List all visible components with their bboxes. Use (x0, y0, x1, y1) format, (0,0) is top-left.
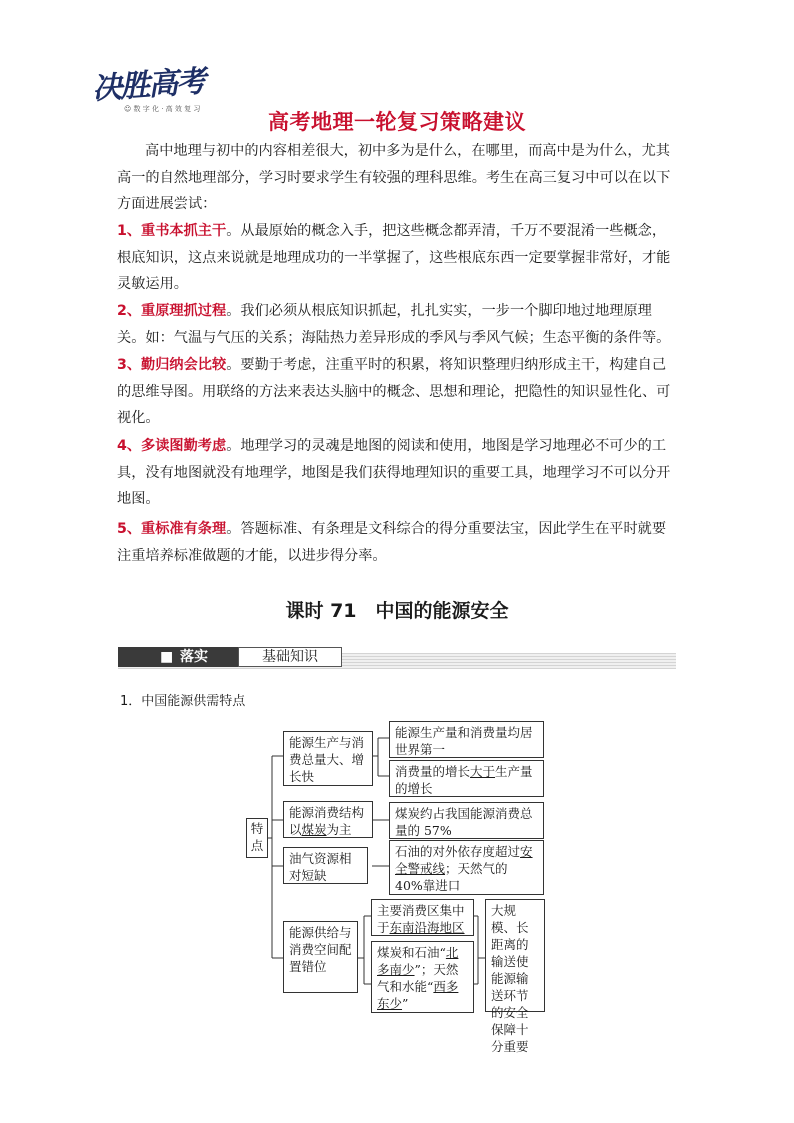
tip-5-heading: 5、重标准有条理 (117, 521, 227, 537)
tip-3-heading: 3、勤归纳会比较 (117, 357, 227, 373)
tip-2-body: 。我们必须从根底知识抓起，扎扎实实，一步一个脚印地过地理原理关。如：气温与气压的关系；海陆热力差异形成的季风与季风气候；生态平衡的条件等。 (117, 303, 671, 346)
logo-text: 决胜高考 (91, 64, 206, 107)
diagram-leaf-world-first: 能源生产量和消费量均居世界第一 (389, 721, 544, 758)
tip-5-body: 。答题标准、有条理是文科综合的得分重要法宝，因此学生在平时就要注重培养标准做题的才能，以进步得分率。 (117, 521, 667, 564)
diagram-branch-structure: 能源消费结构以煤炭为主 (283, 801, 373, 838)
lesson-title: 课时 71 中国的能源安全 (285, 600, 509, 622)
diagram-leaf-transport: 大规模、长距离的输送使能源输送环节的安全保障十分重要 (485, 899, 545, 1012)
diagram-branch-oilgas: 油气资源相对短缺 (283, 847, 368, 884)
tip-4-heading: 4、多读图勤考虑 (117, 438, 227, 454)
diagram-leaf-coal-share: 煤炭约占我国能源消费总量的 57% (389, 802, 544, 839)
diagram-root: 特点 (246, 818, 268, 858)
section-bar-light-label: 基础知识 (238, 647, 342, 667)
section-heading: 1．中国能源供需特点 (120, 694, 246, 709)
intro-paragraph: 高中地理与初中的内容相差很大，初中多为是什么，在哪里，而高中是为什么，尤其高一的自然地理部分，学习时要求学生有较强的理科思维。考生在高三复习中可以在以下方面进展尝试： (117, 143, 671, 212)
logo-subtext: ☺ 数 字 化 · 高 效 复 习 (124, 105, 201, 113)
diagram-branch-total: 能源生产与消费总量大、增长快 (283, 731, 373, 786)
square-bullet-icon: ■ (160, 649, 174, 665)
diagram-leaf-dependence: 石油的对外依存度超过安全警戒线；天然气的 40%靠进口 (389, 840, 544, 895)
tip-3-body: 。要勤于考虑，注重平时的积累，将知识整理归纳形成主干，构建自己的思维导图。用联络的方法来表达头脑中的概念、思想和理论，把隐性的知识显性化、可视化。 (117, 357, 671, 426)
tip-1-heading: 1、重书本抓主干 (117, 223, 227, 239)
diagram-leaf-distribution: 煤炭和石油“北多南少”；天然气和水能“西多东少” (371, 941, 474, 1013)
section-bar-dark-label: 落实 (180, 649, 208, 665)
tip-2-heading: 2、重原理抓过程 (117, 303, 227, 319)
diagram-leaf-growth: 消费量的增长大于生产量的增长 (389, 760, 544, 797)
diagram-branch-mismatch: 能源供给与消费空间配置错位 (283, 921, 358, 993)
tip-4-body: 。地理学习的灵魂是地图的阅读和使用，地图是学习地理必不可少的工具，没有地图就没有地理学，地图是我们获得地理知识的重要工具，地理学习不可以分开地图。 (117, 438, 671, 507)
tip-1-body: 。从最原始的概念入手，把这些概念都弄清，千万不要混淆一些概念，根底知识，这点来说就是地理成功的一半掌握了，这些根底东西一定要掌握非常好，才能灵敏运用。 (117, 223, 671, 292)
diagram-leaf-southeast: 主要消费区集中于东南沿海地区 (371, 899, 474, 936)
page-title: 高考地理一轮复习策略建议 (268, 110, 526, 134)
